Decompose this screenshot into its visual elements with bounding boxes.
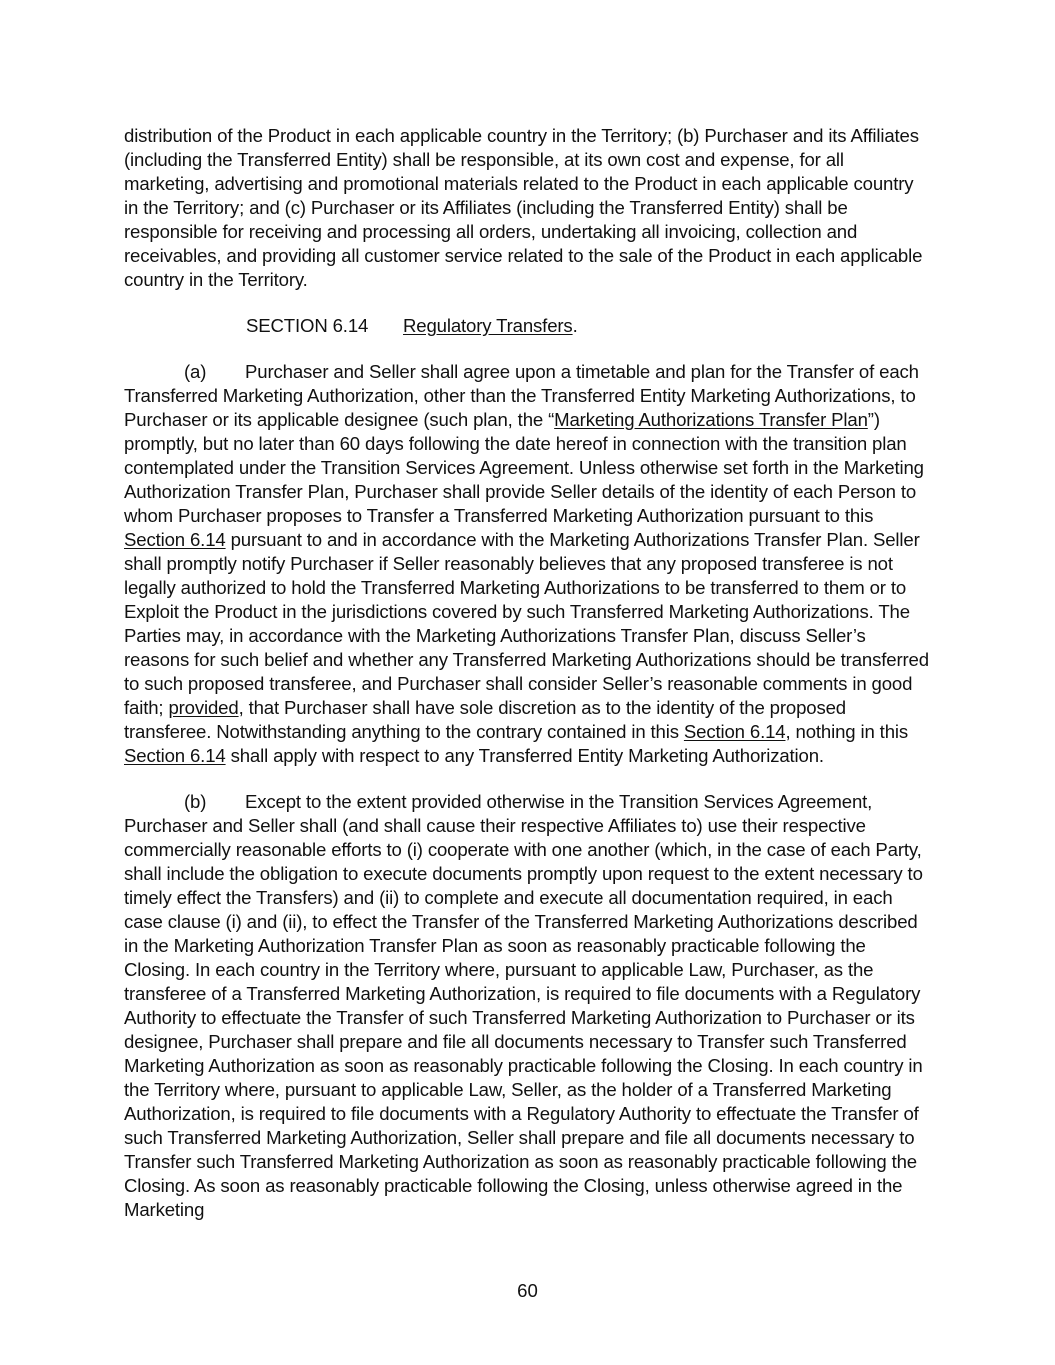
- paragraph-a-text-5: , nothing in this: [785, 721, 909, 742]
- paragraph-a-text-4: , that Purchaser shall have sole discretion as to the identity of the proposed transferee. Notwithstanding anything to the contrary contained in this: [124, 697, 846, 742]
- section-reference: Section 6.14: [683, 721, 786, 742]
- section-heading: [124, 314, 930, 338]
- paragraph-a-text-3: pursuant to and in accordance with the Marketing Authorizations Transfer Plan. Seller shall promptly notify Purchaser if Seller reasonably believes that any proposed transferee is not legally authorized to hold the Transferred Marketing Authorizations to be transferred to them or to Exploit the Product in the jurisdictions covered by such Transferred Marketing Authorizations. The Parties may, in accordance with the Marketing Authorizations Transfer Plan, discuss Seller’s reasons for such belief and whether any Transferred Marketing Authorizations should be transferred to such proposed transferee, and Purchaser shall consider Seller’s reasonable comments in good faith;: [124, 529, 929, 718]
- section-number: SECTION 6.14: [246, 315, 369, 336]
- provided-term: provided: [168, 697, 239, 718]
- section-title: Regulatory Transfers: [403, 315, 573, 336]
- section-reference: Section 6.14: [124, 529, 226, 550]
- section-reference: Section 6.14: [124, 745, 226, 766]
- paragraph-a-label: (a): [184, 361, 207, 382]
- spacer: [124, 768, 930, 790]
- document-page: [124, 124, 930, 1222]
- paragraph-a-text-2: ”) promptly, but no later than 60 days following the date hereof in connection with the transition plan contemplated under the Transition Services Agreement. Unless otherwise set forth in the Marketing Authorization Transfer Plan, Purchaser shall provide Seller details of the identity of each Person to whom Purchaser proposes to Transfer a Transferred Marketing Authorization pursuant to this: [124, 409, 924, 526]
- defined-term-marketing-authorizations-transfer-plan: Marketing Authorizations Transfer Plan: [554, 409, 868, 430]
- intro-paragraph: distribution of the Product in each applicable country in the Territory; (b) Purchaser and its Affiliates (including the Transferred Entity) shall be responsible, at its own cost and expense, for all marketing, advertising and promotional materials related to the Product in each applicable country in the Territory; and (c) Purchaser or its Affiliates (including the Transferred Entity) shall be responsible for receiving and processing all orders, undertaking all invoicing, collection and receivables, and providing all customer service related to the sale of the Product in each applicable country in the Territory.: [124, 125, 923, 290]
- spacer: [124, 338, 930, 360]
- spacer: [124, 292, 930, 314]
- section-title-suffix: .: [572, 315, 578, 336]
- paragraph-b: [124, 790, 930, 1222]
- paragraph-a: [124, 360, 930, 768]
- paragraph-a-text-6: shall apply with respect to any Transferred Entity Marketing Authorization.: [225, 745, 824, 766]
- paragraph-b-label: (b): [184, 791, 207, 812]
- paragraph-a-text-1: Purchaser and Seller shall agree upon a timetable and plan for the Transfer of each Transferred Marketing Authorization, other than the Transferred Entity Marketing Authorizations, to Purchaser or its applicable designee (such plan, the “: [124, 361, 919, 430]
- page-number: 60: [517, 1280, 538, 1301]
- paragraph-b-text: Except to the extent provided otherwise in the Transition Services Agreement, Purchaser and Seller shall (and shall cause their respective Affiliates to) use their respective commercially reasonable efforts to (i) cooperate with one another (which, in the case of each Party, shall include the obligation to execute documents promptly upon request to the extent necessary to timely effect the Transfers) and (ii) to complete and execute all documentation required, in each case clause (i) and (ii), to effect the Transfer of the Transferred Marketing Authorizations described in the Marketing Authorization Transfer Plan as soon as reasonably practicable following the Closing. In each country in the Territory where, pursuant to applicable Law, Purchaser, as the transferee of a Transferred Marketing Authorization, is required to file documents with a Regulatory Authority to effectuate the Transfer of such Transferred Marketing Authorization to Purchaser or its designee, Purchaser shall prepare and file all documents necessary to Transfer such Transferred Marketing Authorization as soon as reasonably practicable following the Closing. In each country in the Territory where, pursuant to applicable Law, Seller, as the holder of a Transferred Marketing Authorization, is required to file documents with a Regulatory Authority to effectuate the Transfer of such Transferred Marketing Authorization, Seller shall prepare and file all documents necessary to Transfer such Transferred Marketing Authorization as soon as reasonably practicable following the Closing. As soon as reasonably practicable following the Closing, unless otherwise agreed in the Marketing: [124, 791, 923, 1220]
